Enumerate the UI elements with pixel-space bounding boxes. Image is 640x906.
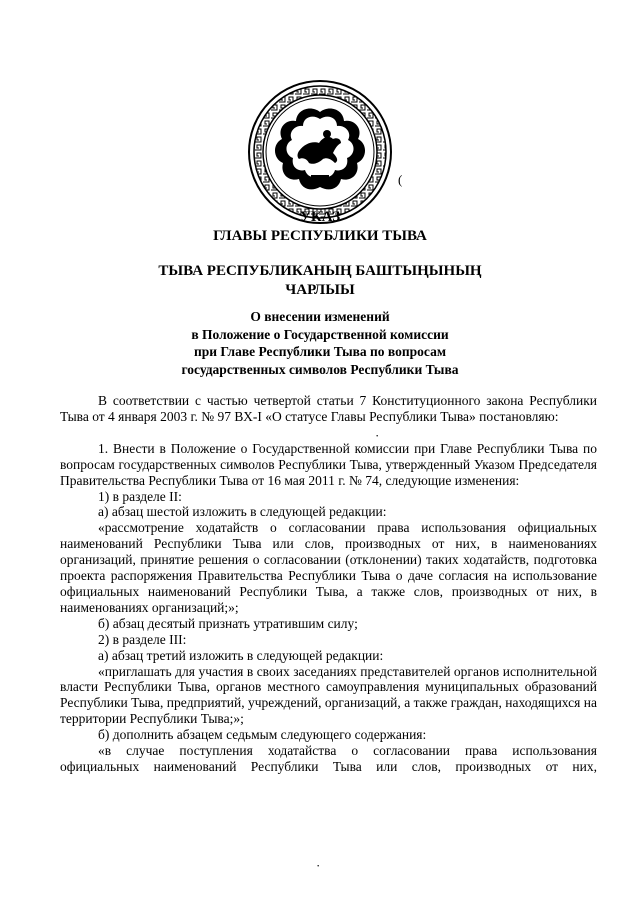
- decree-subject: [0, 308, 640, 378]
- intro-paragraph: В соответствии с частью четвертой статьи 7 Конституционного закона Республики Тыва от 4 января 2003 г. № 97 ВХ-I «О статусе Главы Республики Тыва» постановляю:: [60, 393, 597, 424]
- body-paragraph: а) абзац шестой изложить в следующей редакции:: [98, 504, 387, 520]
- subject-line: государственных символов Республики Тыва: [181, 361, 459, 377]
- decree-title-line2: ГЛАВЫ РЕСПУБЛИКИ ТЫВА: [213, 228, 427, 244]
- decree-title-line1: УКАЗ: [299, 209, 341, 225]
- subject-line: в Положение о Государственной комиссии: [191, 326, 449, 342]
- decree-title: [0, 208, 640, 246]
- decree-body: [60, 393, 597, 775]
- stray-mark: ·: [375, 428, 380, 443]
- coat-of-arms-emblem: [247, 79, 393, 225]
- tyvan-title-line1: ТЫВА РЕСПУБЛИКАНЫҢ БАШТЫҢЫНЫҢ: [158, 263, 482, 279]
- body-paragraph: 1. Внести в Положение о Государственной комиссии при Главе Республики Тыва по вопросам государственных символов Республики Тыва, утвержденный Указом Председателя Правительства Республики Тыва от 16 мая 2011 г. № 74, следующие изменения:: [60, 440, 597, 488]
- stray-mark: (: [398, 172, 403, 187]
- body-paragraph: 1) в разделе II:: [98, 488, 182, 504]
- body-paragraph: «в случае поступления ходатайства о согласовании права использования официальных наименований Республики Тыва или слов, производных от них,: [60, 743, 597, 774]
- stray-mark: ·: [316, 858, 321, 873]
- body-paragraph: «приглашать для участия в своих заседаниях представителей органов исполнительной власти Республики Тыва, органов местного самоуправления муниципальных образований Республики Тыва, предприятий, учреждений, организаций, а также граждан, находящихся на территории Республики Тыва;»;: [60, 663, 597, 727]
- subject-line: О внесении изменений: [250, 309, 390, 324]
- tyvan-title-line2: ЧАРЛЫЫ: [285, 282, 355, 298]
- body-paragraph: а) абзац третий изложить в следующей редакции:: [98, 647, 384, 663]
- decree-title-tyvan: [0, 262, 640, 300]
- body-paragraph: б) абзац десятый признать утратившим силу;: [98, 615, 358, 631]
- body-paragraph: «рассмотрение ходатайств о согласовании права использования официальных наименований Республики Тыва или слов, производных от них, в наименованиях организаций, принятие решения о согласовании (отклонении) таких ходатайств, подготовка проекта распоряжения Правительства Республики Тыва о даче согласия на использование официальных наименований Республики Тыва, а также слов, производных от них, в наименованиях организаций;»;: [60, 520, 597, 615]
- body-paragraph: 2) в разделе III:: [98, 631, 187, 647]
- subject-line: при Главе Республики Тыва по вопросам: [193, 344, 447, 359]
- body-paragraph: б) дополнить абзацем седьмым следующего содержания:: [98, 727, 427, 743]
